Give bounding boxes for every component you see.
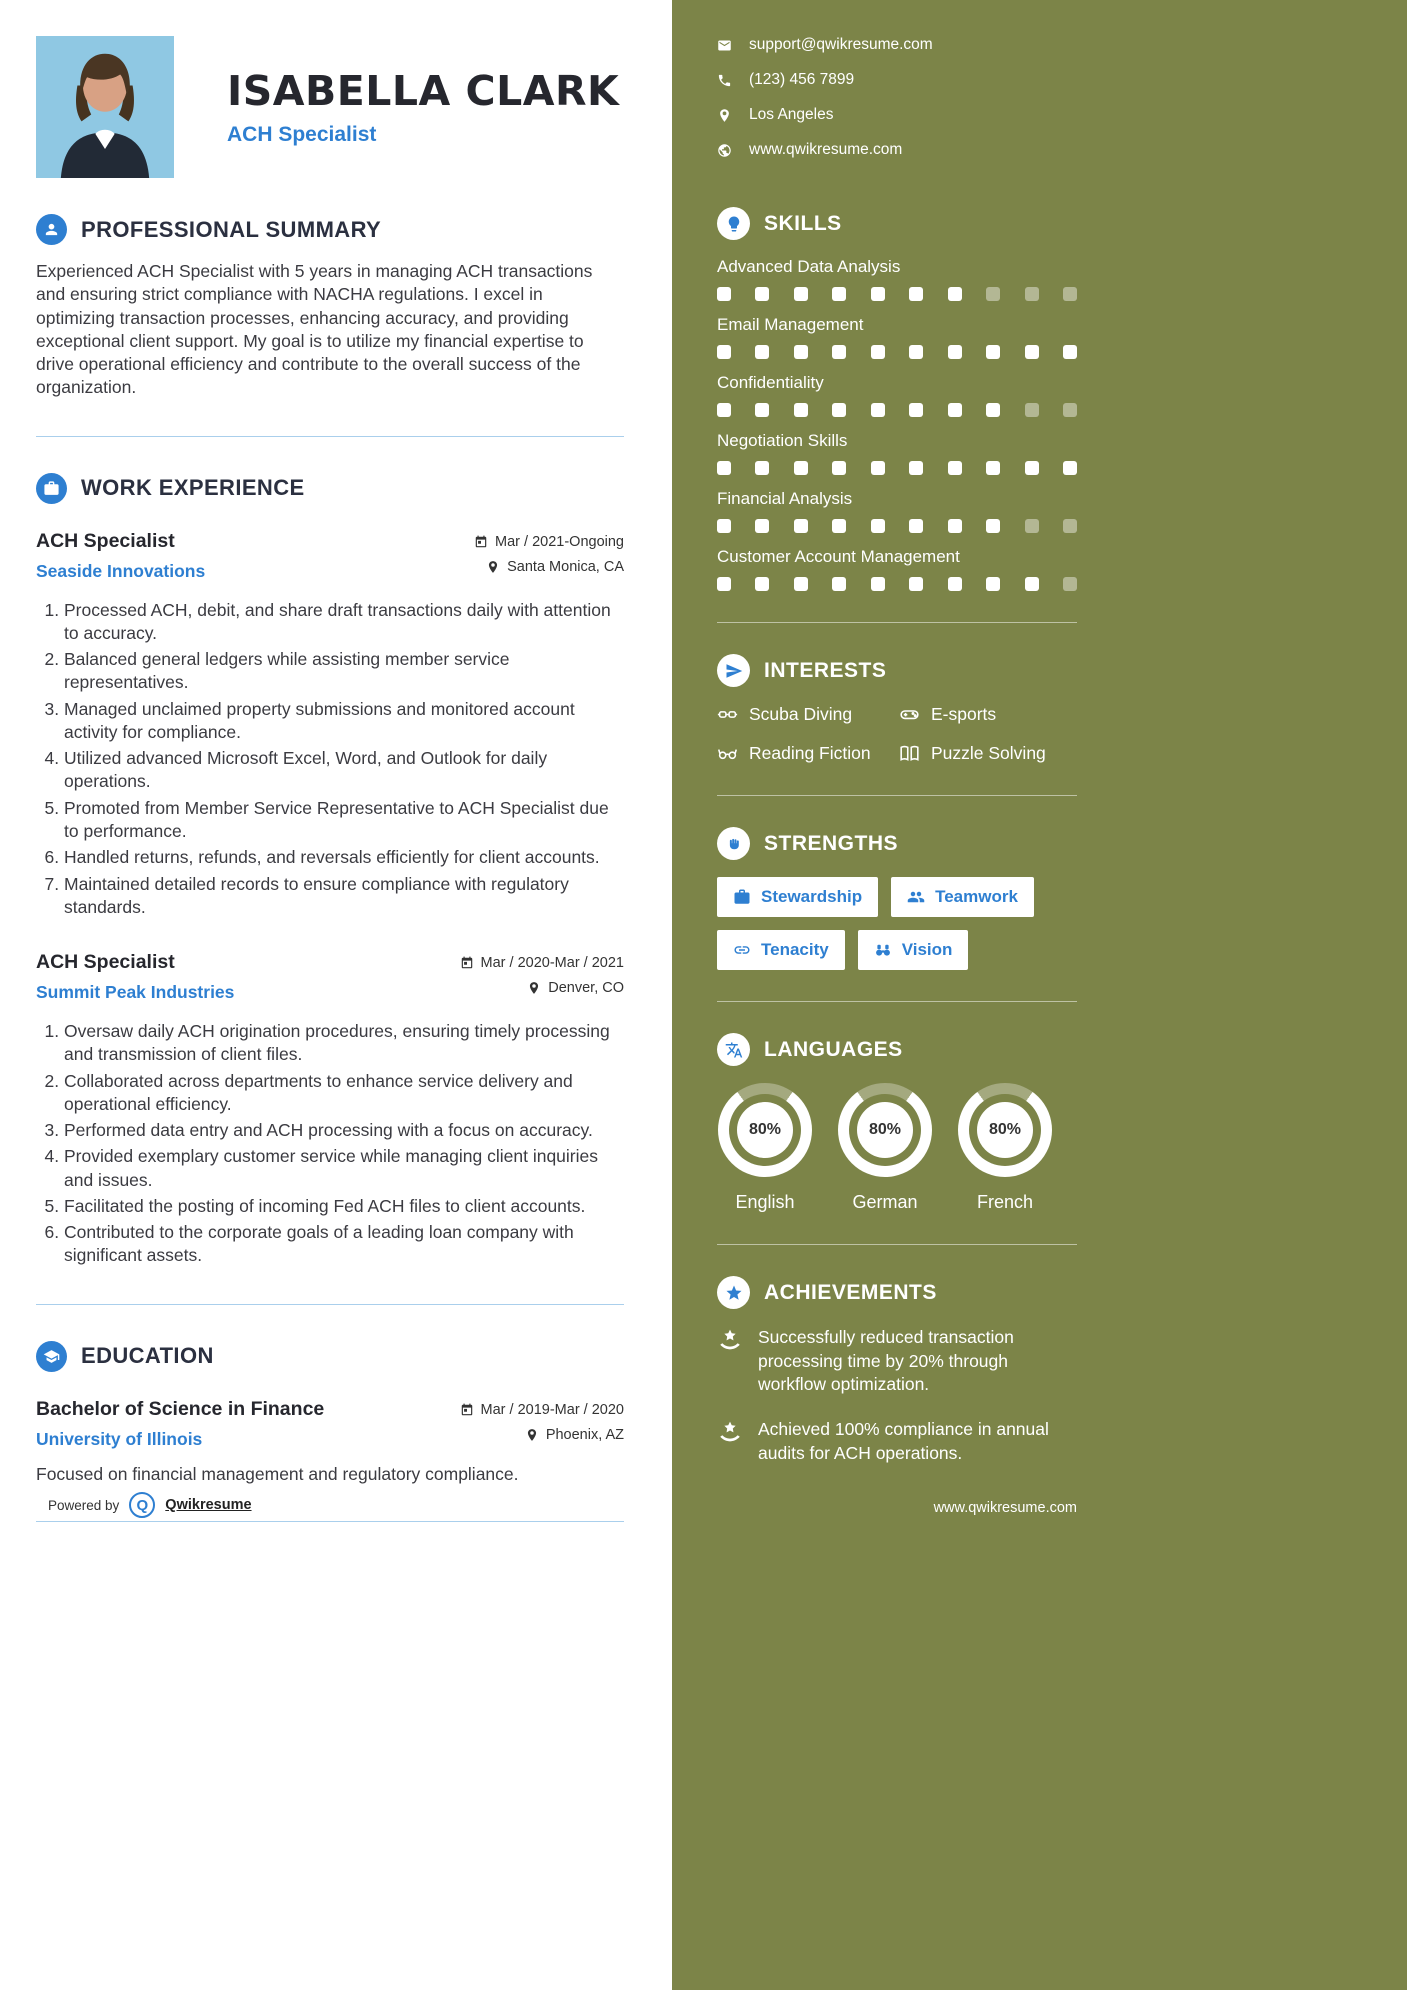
education-degree-school bbox=[36, 1398, 324, 1450]
section-divider bbox=[36, 1521, 624, 1522]
job-bullet: 4. Utilized advanced Microsoft Excel, Word, and Outlook for daily operations. bbox=[64, 747, 624, 794]
job-bullet: 2. Collaborated across departments to enhance service delivery and operational efficiency. bbox=[64, 1070, 624, 1117]
education-location bbox=[525, 1427, 624, 1443]
book-icon bbox=[899, 743, 920, 764]
skill-dot bbox=[909, 403, 923, 417]
skill-dot bbox=[948, 461, 962, 475]
skill-dot bbox=[832, 345, 846, 359]
binoculars-icon bbox=[874, 941, 892, 959]
graduation-cap-icon bbox=[36, 1341, 67, 1372]
section-header bbox=[36, 1341, 624, 1372]
skill-dot bbox=[986, 461, 1000, 475]
job-bullet: 1. Processed ACH, debit, and share draft transactions daily with attention to accuracy. bbox=[64, 599, 624, 646]
interest-label: E-sports bbox=[931, 704, 997, 724]
skill-dot bbox=[794, 461, 808, 475]
skill-dot bbox=[794, 577, 808, 591]
job-location bbox=[486, 559, 624, 575]
sidebar-divider bbox=[717, 795, 1077, 796]
job-bullet-list bbox=[36, 599, 624, 919]
main-column bbox=[0, 0, 672, 1990]
skill-dot bbox=[794, 345, 808, 359]
skill-row bbox=[717, 547, 1077, 591]
skills-heading: SKILLS bbox=[764, 211, 842, 235]
skill-dot bbox=[717, 519, 731, 533]
skill-dot bbox=[948, 519, 962, 533]
skill-dot bbox=[755, 519, 769, 533]
skill-dot bbox=[832, 519, 846, 533]
lightbulb-icon bbox=[717, 207, 750, 240]
identity-header bbox=[36, 36, 624, 178]
skill-dot bbox=[794, 287, 808, 301]
candidate-name: ISABELLA CLARK bbox=[227, 67, 620, 115]
education-heading: EDUCATION bbox=[81, 1343, 214, 1369]
skill-dot bbox=[1025, 461, 1039, 475]
education-dates-text: Mar / 2019-Mar / 2020 bbox=[480, 1401, 624, 1418]
job-bullet: 7. Maintained detailed records to ensure compliance with regulatory standards. bbox=[64, 873, 624, 920]
skill-row bbox=[717, 257, 1077, 301]
job-bullet: 3. Managed unclaimed property submissions and monitored account activity for compliance. bbox=[64, 698, 624, 745]
skill-dot bbox=[1025, 345, 1039, 359]
achievement-item bbox=[717, 1418, 1077, 1465]
skill-dot bbox=[948, 345, 962, 359]
skill-dot bbox=[717, 403, 731, 417]
skill-dot bbox=[909, 287, 923, 301]
globe-icon bbox=[717, 143, 732, 158]
language-item bbox=[717, 1083, 813, 1213]
section-header bbox=[36, 473, 624, 504]
contact-phone-text: (123) 456 7899 bbox=[749, 71, 855, 88]
skill-dot bbox=[909, 461, 923, 475]
envelope-icon bbox=[717, 38, 732, 53]
phone-icon bbox=[717, 73, 732, 88]
language-item bbox=[837, 1083, 933, 1213]
summary-text: Experienced ACH Specialist with 5 years in managing ACH transactions and ensuring strict compliance with NACHA regulations. I excel in optimizing transaction processes, enhancing accuracy, and providing exceptional client support. My goal is to utilize my financial expertise to drive operational efficiency and contribute to the overall success of the organization. bbox=[36, 261, 593, 398]
section-divider bbox=[36, 436, 624, 437]
skill-name: Advanced Data Analysis bbox=[717, 257, 901, 276]
skill-dot bbox=[1025, 287, 1039, 301]
skill-level-dots bbox=[717, 577, 1077, 591]
skill-dot bbox=[832, 403, 846, 417]
skill-level-dots bbox=[717, 403, 1077, 417]
skill-level-dots bbox=[717, 461, 1077, 475]
education-degree: Bachelor of Science in Finance bbox=[36, 1397, 325, 1420]
section-divider bbox=[36, 1304, 624, 1305]
sidebar-content bbox=[717, 36, 1077, 1465]
person-portrait-illustration bbox=[36, 36, 174, 178]
qwikresume-logo-icon: Q bbox=[129, 1492, 155, 1518]
education-note: Focused on financial management and regulatory compliance. bbox=[36, 1463, 519, 1484]
skill-dot bbox=[948, 577, 962, 591]
skill-dot bbox=[871, 461, 885, 475]
contact-email[interactable] bbox=[717, 36, 1077, 54]
map-pin-icon bbox=[717, 108, 732, 123]
languages-heading: LANGUAGES bbox=[764, 1037, 903, 1061]
job-company: Seaside Innovations bbox=[36, 560, 206, 581]
strengths-grid bbox=[717, 877, 1077, 970]
sidebar-divider bbox=[717, 622, 1077, 623]
skill-dot bbox=[948, 287, 962, 301]
work-heading: WORK EXPERIENCE bbox=[81, 475, 305, 501]
skill-dot bbox=[794, 403, 808, 417]
calendar-icon bbox=[474, 535, 488, 549]
paper-plane-icon bbox=[717, 654, 750, 687]
language-gauge bbox=[718, 1083, 812, 1177]
map-pin-icon bbox=[525, 1428, 539, 1442]
interest-item bbox=[717, 704, 899, 725]
section-professional-summary bbox=[36, 214, 624, 400]
profile-photo bbox=[36, 36, 174, 178]
job-title-company bbox=[36, 530, 205, 582]
sidebar bbox=[672, 0, 1407, 1990]
interests-heading: INTERESTS bbox=[764, 658, 887, 682]
interest-item bbox=[717, 743, 899, 764]
strength-label: Teamwork bbox=[935, 887, 1018, 906]
section-header bbox=[717, 1276, 1077, 1309]
strength-item bbox=[717, 930, 845, 970]
job-bullet: 1. Oversaw daily ACH origination procedures, ensuring timely processing and transmission of client files. bbox=[64, 1020, 624, 1067]
languages-gauges bbox=[717, 1083, 1077, 1213]
contact-location-text: Los Angeles bbox=[749, 106, 834, 123]
strengths-heading: STRENGTHS bbox=[764, 831, 899, 855]
job-meta bbox=[474, 530, 624, 575]
section-education bbox=[36, 1341, 624, 1485]
briefcase-icon bbox=[733, 888, 751, 906]
skill-dot bbox=[1063, 461, 1077, 475]
scuba-mask-icon bbox=[717, 704, 738, 725]
strength-item bbox=[891, 877, 1034, 917]
powered-by-footer bbox=[48, 1492, 252, 1518]
gauge-ring-gap bbox=[969, 1094, 1041, 1166]
job-header bbox=[36, 530, 624, 582]
section-strengths bbox=[717, 827, 1077, 970]
map-pin-icon bbox=[486, 560, 500, 574]
skill-dot bbox=[909, 345, 923, 359]
skill-name: Financial Analysis bbox=[717, 489, 853, 508]
skill-dot bbox=[871, 403, 885, 417]
education-location-text: Phoenix, AZ bbox=[545, 1426, 624, 1443]
skill-dot bbox=[794, 519, 808, 533]
skill-dot bbox=[717, 577, 731, 591]
candidate-title: ACH Specialist bbox=[227, 123, 377, 146]
language-gauge bbox=[958, 1083, 1052, 1177]
skill-dot bbox=[1063, 577, 1077, 591]
section-header bbox=[717, 1033, 1077, 1066]
skill-dot bbox=[1063, 345, 1077, 359]
job-bullet: 5. Facilitated the posting of incoming Fed ACH files to client accounts. bbox=[64, 1195, 624, 1218]
job-dates-text: Mar / 2021-Ongoing bbox=[495, 533, 624, 550]
section-header bbox=[36, 214, 624, 245]
hand-star-icon bbox=[717, 1328, 743, 1354]
skill-row bbox=[717, 373, 1077, 417]
link-icon bbox=[733, 941, 751, 959]
job-bullet: 3. Performed data entry and ACH processing with a focus on accuracy. bbox=[64, 1119, 624, 1142]
skill-dot bbox=[986, 403, 1000, 417]
job-dates-text: Mar / 2020-Mar / 2021 bbox=[480, 955, 624, 972]
section-header bbox=[717, 207, 1077, 240]
job-dates bbox=[460, 955, 624, 971]
skill-dot bbox=[1063, 519, 1077, 533]
job-dates bbox=[474, 534, 624, 550]
skill-dot bbox=[871, 577, 885, 591]
language-percent: 80% bbox=[737, 1102, 793, 1158]
job-company: Summit Peak Industries bbox=[36, 982, 235, 1003]
glasses-icon bbox=[717, 743, 738, 764]
game-controller-icon bbox=[899, 704, 920, 725]
skill-row bbox=[717, 431, 1077, 475]
skill-dot bbox=[832, 461, 846, 475]
skill-level-dots bbox=[717, 287, 1077, 301]
skill-dot bbox=[986, 287, 1000, 301]
skill-dot bbox=[1063, 403, 1077, 417]
interests-grid bbox=[717, 704, 1077, 764]
skill-dot bbox=[909, 519, 923, 533]
language-item bbox=[957, 1083, 1053, 1213]
skill-dot bbox=[909, 577, 923, 591]
calendar-icon bbox=[460, 1403, 474, 1417]
skill-dot bbox=[1025, 519, 1039, 533]
job-bullet: 4. Provided exemplary customer service while managing client inquiries and issues. bbox=[64, 1145, 624, 1192]
strength-item bbox=[717, 877, 878, 917]
job-meta bbox=[460, 951, 624, 996]
interest-item bbox=[899, 704, 1077, 725]
skill-row bbox=[717, 315, 1077, 359]
skill-level-dots bbox=[717, 345, 1077, 359]
job-bullet: 6. Handled returns, refunds, and reversals efficiently for client accounts. bbox=[64, 846, 624, 869]
contact-website-text: www.qwikresume.com bbox=[749, 141, 903, 158]
contact-email-text: support@qwikresume.com bbox=[749, 36, 933, 53]
job-title-company bbox=[36, 951, 234, 1003]
skill-dot bbox=[755, 403, 769, 417]
language-gauge bbox=[838, 1083, 932, 1177]
powered-by-label: Powered by bbox=[48, 1497, 120, 1513]
skill-dot bbox=[986, 519, 1000, 533]
skill-name: Negotiation Skills bbox=[717, 431, 848, 450]
interest-item bbox=[899, 743, 1077, 764]
contact-website[interactable] bbox=[717, 141, 1077, 159]
skill-dot bbox=[986, 345, 1000, 359]
strength-label: Tenacity bbox=[761, 940, 829, 959]
skill-name: Customer Account Management bbox=[717, 547, 960, 566]
skill-dot bbox=[871, 519, 885, 533]
skill-dot bbox=[1025, 577, 1039, 591]
skill-dot bbox=[1063, 287, 1077, 301]
skill-dot bbox=[755, 577, 769, 591]
job-bullet: 2. Balanced general ledgers while assisting member service representatives. bbox=[64, 648, 624, 695]
interest-label: Scuba Diving bbox=[749, 704, 853, 724]
identity-text bbox=[227, 67, 619, 147]
translate-icon bbox=[717, 1033, 750, 1066]
education-school: University of Illinois bbox=[36, 1428, 203, 1449]
achievement-item bbox=[717, 1326, 1077, 1397]
interest-label: Reading Fiction bbox=[749, 743, 871, 763]
calendar-icon bbox=[460, 956, 474, 970]
people-icon bbox=[907, 888, 925, 906]
skill-row bbox=[717, 489, 1077, 533]
achievements-heading: ACHIEVEMENTS bbox=[764, 1280, 937, 1304]
skill-dot bbox=[871, 287, 885, 301]
achievement-text: Successfully reduced transaction processing time by 20% through workflow optimization. bbox=[758, 1327, 1014, 1395]
education-dates bbox=[460, 1402, 624, 1418]
gauge-ring-gap bbox=[849, 1094, 921, 1166]
job-bullet-list bbox=[36, 1020, 624, 1268]
strength-label: Vision bbox=[901, 940, 953, 959]
job-location bbox=[527, 980, 624, 996]
skill-dot bbox=[832, 287, 846, 301]
gauge-ring-gap bbox=[729, 1094, 801, 1166]
job-title: ACH Specialist bbox=[36, 951, 175, 974]
job-title: ACH Specialist bbox=[36, 529, 175, 552]
skill-dot bbox=[986, 577, 1000, 591]
contact-phone bbox=[717, 71, 1077, 89]
achievement-text: Achieved 100% compliance in annual audits for ACH operations. bbox=[758, 1418, 1049, 1463]
skill-dot bbox=[1025, 403, 1039, 417]
fist-icon bbox=[717, 827, 750, 860]
map-pin-icon bbox=[527, 981, 541, 995]
language-percent: 80% bbox=[977, 1102, 1033, 1158]
contact-block bbox=[717, 36, 1077, 159]
job-header bbox=[36, 951, 624, 1003]
section-achievements bbox=[717, 1276, 1077, 1465]
strength-label: Stewardship bbox=[761, 887, 863, 906]
contact-location bbox=[717, 106, 1077, 124]
education-entry bbox=[36, 1398, 624, 1485]
education-meta bbox=[460, 1398, 624, 1443]
job-bullet: 6. Contributed to the corporate goals of a leading loan company with significant assets. bbox=[64, 1221, 624, 1268]
skill-name: Email Management bbox=[717, 315, 864, 334]
section-skills bbox=[717, 207, 1077, 591]
skill-dot bbox=[755, 345, 769, 359]
medal-icon bbox=[717, 1276, 750, 1309]
hand-star-icon bbox=[717, 1420, 743, 1446]
education-header bbox=[36, 1398, 624, 1450]
qwikresume-link[interactable]: Qwikresume bbox=[165, 1497, 252, 1513]
section-interests bbox=[717, 654, 1077, 764]
strength-item bbox=[858, 930, 969, 970]
skill-dot bbox=[717, 461, 731, 475]
job-location-text: Denver, CO bbox=[548, 980, 624, 997]
job-entry bbox=[36, 951, 624, 1268]
sidebar-divider bbox=[717, 1244, 1077, 1245]
language-name: English bbox=[735, 1192, 795, 1212]
job-location-text: Santa Monica, CA bbox=[507, 558, 624, 575]
skill-dot bbox=[755, 461, 769, 475]
section-languages bbox=[717, 1033, 1077, 1213]
job-entry bbox=[36, 530, 624, 919]
person-icon bbox=[36, 214, 67, 245]
skill-dot bbox=[948, 403, 962, 417]
skill-dot bbox=[871, 345, 885, 359]
summary-heading: PROFESSIONAL SUMMARY bbox=[81, 216, 382, 242]
skill-name: Confidentiality bbox=[717, 373, 824, 392]
skill-dot bbox=[717, 345, 731, 359]
section-header bbox=[717, 654, 1077, 687]
job-bullet: 5. Promoted from Member Service Representative to ACH Specialist due to performance. bbox=[64, 797, 624, 844]
skill-dot bbox=[832, 577, 846, 591]
skill-dot bbox=[717, 287, 731, 301]
section-header bbox=[717, 827, 1077, 860]
interest-label: Puzzle Solving bbox=[931, 743, 1046, 763]
language-name: French bbox=[976, 1192, 1034, 1212]
section-work-experience bbox=[36, 473, 624, 1268]
skill-dot bbox=[755, 287, 769, 301]
sidebar-footer-website: www.qwikresume.com bbox=[933, 1500, 1077, 1516]
language-name: German bbox=[852, 1192, 918, 1212]
skill-level-dots bbox=[717, 519, 1077, 533]
language-percent: 80% bbox=[857, 1102, 913, 1158]
sidebar-divider bbox=[717, 1001, 1077, 1002]
briefcase-icon bbox=[36, 473, 67, 504]
